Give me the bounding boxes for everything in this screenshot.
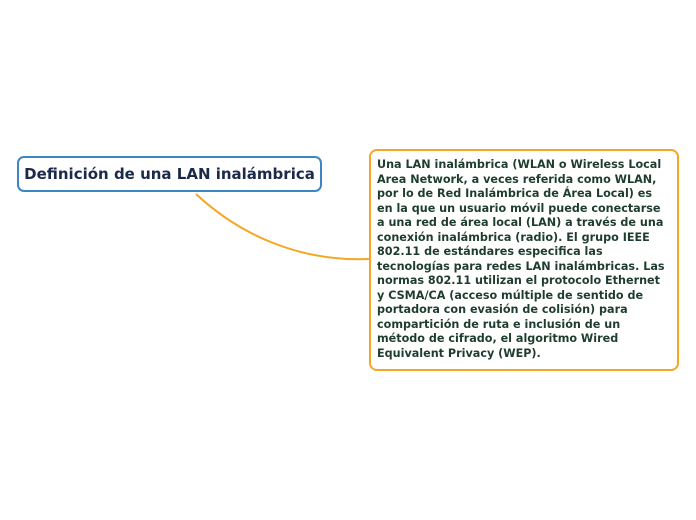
central-topic-node[interactable] [17, 156, 322, 192]
connector-line [196, 194, 369, 259]
central-topic-title: Definición de una LAN inalámbrica [24, 165, 315, 183]
subtopic-text: Una LAN inalámbrica (WLAN o Wireless Local Area Network, a veces referida como WLAN, por lo de Red Inalámbrica de Área Local) es en la que un usuario móvil puede conectarse a una red de área local (LAN) a través de una conexión inalámbrica (radio). El grupo IEEE 802.11 de estándares especifica las tecnologías para redes LAN inalámbricas. Las normas 802.11 utilizan el protocolo Ethernet y CSMA/CA (acceso múltiple de sentido de portadora con evasión de colisión) para compartición de ruta e inclusión de un método de cifrado, el algoritmo Wired Equivalent Privacy (WEP). [377, 158, 665, 360]
subtopic-node[interactable] [369, 149, 679, 371]
